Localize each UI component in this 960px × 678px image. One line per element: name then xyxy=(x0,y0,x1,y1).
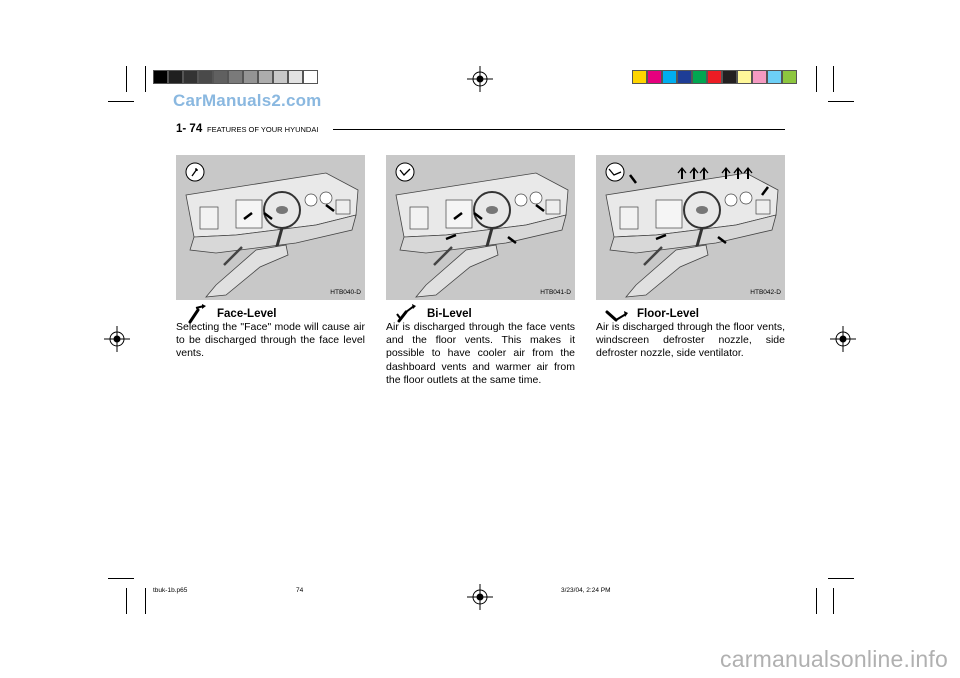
color-swatch xyxy=(782,70,797,84)
color-swatch xyxy=(258,70,273,84)
dashboard-drawing xyxy=(596,155,785,300)
dashboard-illustration-bi-level xyxy=(386,155,575,300)
color-swatch xyxy=(183,70,198,84)
crop-mark xyxy=(816,66,817,92)
color-swatch xyxy=(213,70,228,84)
floor-level-description: Air is discharged through the floor vents, windscreen defroster nozzle, side defroster nozzle, side ventilator. xyxy=(596,321,785,360)
color-swatch xyxy=(632,70,647,84)
crop-mark xyxy=(816,588,817,614)
floor-level-title: Floor-Level xyxy=(637,308,699,320)
registration-mark-icon xyxy=(830,326,856,352)
color-swatch xyxy=(243,70,258,84)
footer-page: 74 xyxy=(296,587,304,594)
footer-filename: tbuk-1b.p65 xyxy=(153,587,188,594)
crop-mark xyxy=(833,588,834,614)
color-swatch xyxy=(273,70,288,84)
crop-mark xyxy=(833,66,834,92)
registration-mark-icon xyxy=(104,326,130,352)
bi-level-description: Air is discharged through the face vents and the floor vents. This makes it possible to have cooler air from the dashboard vents and warmer air from the floor outlets at the same time. xyxy=(386,321,575,386)
dashboard-illustration-face-level xyxy=(176,155,365,300)
crop-mark xyxy=(108,101,134,102)
grayscale-color-bar xyxy=(153,70,318,84)
header-rule xyxy=(333,129,785,130)
color-swatch xyxy=(303,70,318,84)
registration-mark-icon xyxy=(467,66,493,92)
color-swatch xyxy=(662,70,677,84)
image-code: HTB041-D xyxy=(540,289,571,296)
face-level-title: Face-Level xyxy=(217,308,277,320)
color-swatch xyxy=(707,70,722,84)
dashboard-illustration-floor-level xyxy=(596,155,785,300)
cmyk-color-bar xyxy=(632,70,797,84)
color-swatch xyxy=(692,70,707,84)
image-code: HTB040-D xyxy=(330,289,361,296)
crop-mark xyxy=(828,101,854,102)
color-swatch xyxy=(767,70,782,84)
color-swatch xyxy=(647,70,662,84)
section-title-header: FEATURES OF YOUR HYUNDAI xyxy=(207,125,319,134)
color-swatch xyxy=(288,70,303,84)
page-number-header: 1- 74 xyxy=(176,123,203,135)
color-swatch xyxy=(752,70,767,84)
crop-mark xyxy=(828,578,854,579)
registration-mark-icon xyxy=(467,584,493,610)
color-swatch xyxy=(228,70,243,84)
crop-mark xyxy=(145,588,146,614)
color-swatch xyxy=(198,70,213,84)
color-swatch xyxy=(677,70,692,84)
dashboard-drawing xyxy=(176,155,365,300)
color-swatch xyxy=(153,70,168,84)
footer-datetime: 3/23/04, 2:24 PM xyxy=(561,587,611,594)
crop-mark xyxy=(126,66,127,92)
color-swatch xyxy=(168,70,183,84)
image-code: HTB042-D xyxy=(750,289,781,296)
watermark-bottom[interactable]: carmanualsonline.info xyxy=(720,646,948,672)
color-swatch xyxy=(737,70,752,84)
crop-mark xyxy=(126,588,127,614)
watermark-top[interactable]: CarManuals2.com xyxy=(173,91,322,110)
crop-mark xyxy=(145,66,146,92)
dashboard-drawing xyxy=(386,155,575,300)
face-level-description: Selecting the "Face" mode will cause air to be discharged through the face level vents. xyxy=(176,321,365,360)
color-swatch xyxy=(722,70,737,84)
bi-level-title: Bi-Level xyxy=(427,308,472,320)
crop-mark xyxy=(108,578,134,579)
